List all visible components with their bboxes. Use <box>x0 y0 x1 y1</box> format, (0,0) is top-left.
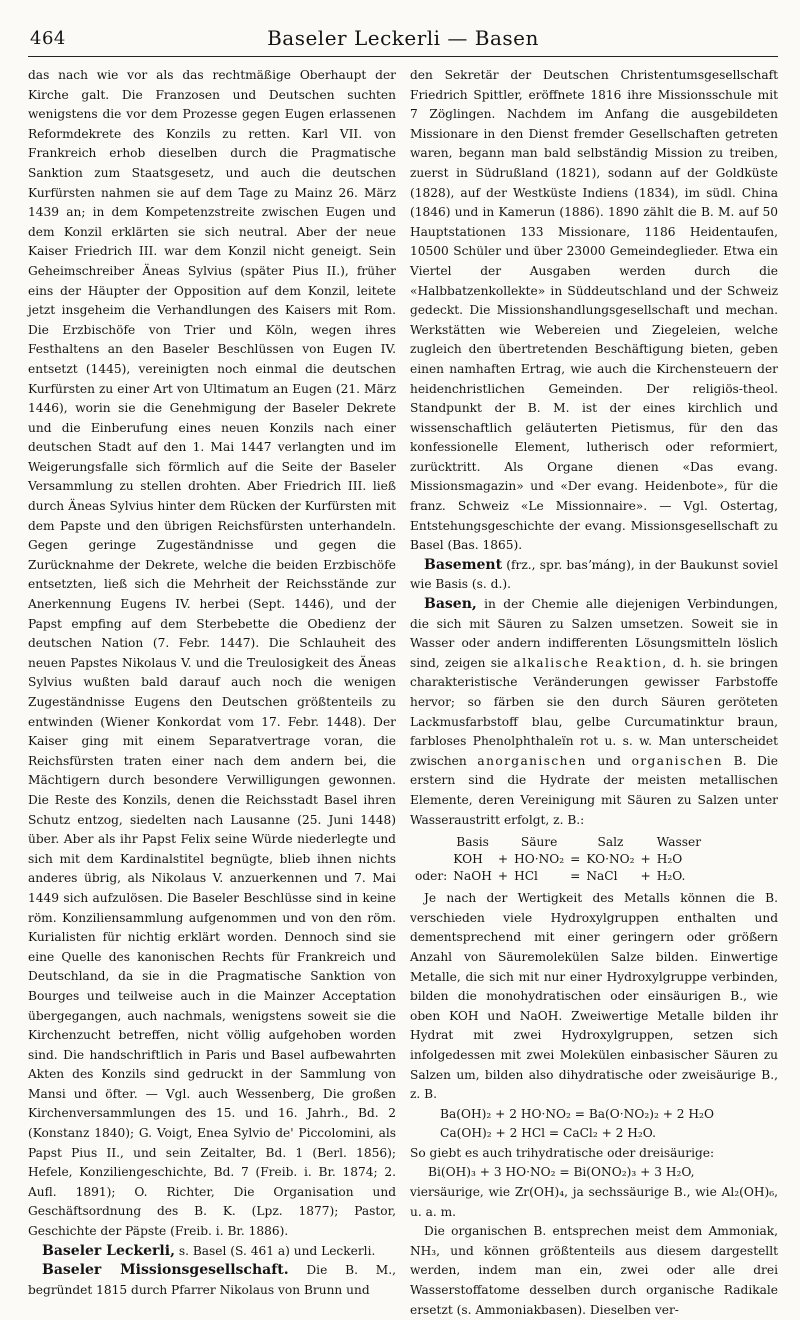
page-header <box>28 26 778 57</box>
formula-cell: oder: <box>415 869 448 884</box>
article-text-continued: das nach wie vor als das rechtmäßige Oberhaupt der Kirche galt. Die Franzosen und Deutschen suchten wenigstens die vor dem Prozesse gegen Eugen erlassenen Reformdekrete des Konzils zu retten. Karl VII. von Frankreich erhob dieselben durch die Pragmatische Sanktion zum Staatsgesetz, und auch die deutschen Kurfürsten nahmen sie auf dem Tage zu Mainz 26. März 1439 an; in dem Kompetenzstreite zwischen Eugen und dem Konzil erklärten sie sich neutral. Aber der neue Kaiser Friedrich III. war dem Konzil nicht geneigt. Sein Geheimschreiber Äneas Sylvius (später Pius II.), früher eins der Häupter der Opposition auf dem Konzil, leitete jetzt insgeheim die Verhandlungen des Kaisers mit Rom. Die Erzbischöfe von Trier und Köln, wegen ihres Festhaltens an den Baseler Beschlüssen von Eugen IV. entsetzt (1445), vereinigten noch einmal die deutschen Kurfürsten zu einer Art von Ultimatum an Eugen (21. März 1446), worin sie die Genehmigung der Baseler Dekrete und die Einberufung eines neuen Konzils nach einer deutschen Stadt auf den 1. Mai 1447 verlangten und im Weigerungsfalle sich förmlich auf die Seite der Baseler Versammlung zu stellen drohten. Aber Friedrich III. ließ durch Äneas Sylvius hinter dem Rücken der Kurfürsten mit dem Papste und den übrigen Reichsfürsten unterhandeln. Gegen geringe Zugeständnisse und gegen die Zurücknahme der Dekrete, welche die beiden Erzbischöfe entsetzten, ließ sich die Mehrheit der Reichsstände zur Anerkennung Eugens IV. herbei (Sept. 1446), und der Papst empfing auf dem Sterbebette die Obedienz der deutschen Nation (7. Febr. 1447). Die Schlauheit des neuen Papstes Nikolaus V. und die Treulosigkeit des Äneas Sylvius wußten bald darauf auch noch die wenigen Zugeständnisse Eugens den Deutschen größtenteils zu entwinden (Wiener Konkordat vom 17. Febr. 1448). Der Kaiser ging mit einem Separatvertrage voran, die Reichsfürsten traten einer nach dem andern bei, die Mächtigern durch besondere Verwilligungen gewonnen. Die Reste des Konzils, denen die Reichsstadt Basel ihren Schutz entzog, siedelten nach Lausanne (25. Juni 1448) über. Aber als ihr Papst Felix seine Würde niederlegte und sich mit dem Kardinalstitel begnügte, blieb ihnen nichts anderes übrig, als Nikolaus V. anzuerkennen und 7. Mai 1449 sich aufzulösen. Die Baseler Beschlüsse sind in keine röm. Konziliensammlung aufgenommen und von den röm. Kurialisten für nichtig erklärt worden. Dennoch sind sie eine Quelle des kanonischen Rechts für Frankreich und Deutschland, da sie in die Pragmatische Sanktion von Bourges und teilweise auch in die Mainzer Acceptation übergegangen, auch nachmals, wenigstens soweit sie die Kirchenzucht betreffen, nicht völlig aufgehoben worden sind. Die handschriftlich in Paris und Basel aufbewahrten Akten des Konzils sind gedruckt in der Sammlung von Mansi und öfter. — Vgl. auch Wessenberg, Die großen Kirchenversammlungen des 15. und 16. Jahrh., Bd. 2 (Konstanz 1840); G. Voigt, Enea Sylvio de' Piccolomini, als Papst Pius II., und sein Zeitalter, Bd. 1 (Berl. 1856); Hefele, Konziliengeschichte, Bd. 7 (Freib. i. Br. 1874; 2. Aufl. 1891); O. Richter, Die Organisation und Geschäftsordnung des B. K. (Lpz. 1877); Pastor, Geschichte der Päpste (Freib. i. Br. 1886). <box>28 68 396 1239</box>
formula-header: Wasser <box>656 835 702 850</box>
formula-header: Basis <box>456 835 489 850</box>
formula-cell: HO·NO₂ <box>514 852 565 867</box>
formula-cell: KOH <box>453 852 483 867</box>
article-text-continued: den Sekretär der Deutschen Christentumsgesellschaft Friedrich Spittler, eröffnete 1816 ihre Missionsschule mit 7 Zöglingen. Nachdem im Anfang die ausgebildeten Missionare in den Dienst fremder Gesellschaften getreten waren, begann man bald selbständig Mission zu treiben, zuerst in Südrußland (1821), sodann auf der Goldküste (1828), auf der Westküste Indiens (1834), im südl. China (1846) und in Kamerun (1886). 1890 zählt die B. M. auf 50 Hauptstationen 133 Missionare, 1186 Heidentaufen, 10500 Schüler und über 23000 Gemeindeglieder. Etwa ein Viertel der Ausgaben werden durch die «Halbbatzenkollekte» in Süddeutschland und der Schweiz gedeckt. Die Missionshandlungsgesellschaft und mechan. Werkstätten wie Webereien und Ziegeleien, welche zugleich den übertretenden Beschäftigung bieten, geben einen namhaften Ertrag, wie auch die Kirchensteuern der heidenchristlichen Gemeinden. Der religiös-theol. Standpunkt der B. M. ist der eines kirchlich und wissenschaftlich geläuterten Pietismus, für den das konfessionelle Element, lutherisch oder reformiert, zurücktritt. Als Organe dienen «Das evang. Missionsmagazin» und «Der evang. Heidenbote», für die franz. Schweiz «Le Missionnaire». — Vgl. Ostertag, Entstehungsgeschichte der evang. Missionsgesellschaft zu Basel (Bas. 1865). <box>410 68 778 553</box>
formula-cell: NaCl <box>586 869 618 884</box>
formula-cell: = <box>570 869 581 884</box>
formula-cell: H₂O. <box>656 869 686 884</box>
page-number: 464 <box>30 28 66 49</box>
formula-header: Säure <box>520 835 558 850</box>
running-title: Baseler Leckerli — Basen <box>267 26 539 50</box>
entry-text: (frz., spr. basʼmáng), in der Baukunst soviel wie Basis (s. d.). <box>410 557 778 592</box>
paragraph: Die organischen B. entsprechen meist dem Ammoniak, NH₃, und können größtenteils aus diesem dargestellt werden, indem man ein, zwei oder alle drei Wasserstoffatome desselben durch organische Radikale ersetzt (s. Ammoniakbasen). Dieselben ver- <box>410 1224 778 1317</box>
formula-header: Salz <box>597 835 624 850</box>
entry-text: s. Basel (S. 461 a) und Leckerli. <box>174 1243 376 1258</box>
paragraph: viersäurige, wie Zr(OH)₄, ja sechssäurige B., wie Al₂(OH)₆, u. a. m. <box>410 1185 778 1219</box>
entry-basen <box>410 595 778 830</box>
chemical-equation-table <box>410 834 778 885</box>
left-column <box>28 66 396 1320</box>
entry-text: in der Chemie alle diejenigen Verbindungen, die sich mit Säuren zu Salzen umsetzen. Soweit sie in Wasser oder andern indifferenten Lösungsmitteln löslich sind, zeigen sie <box>410 597 778 670</box>
entry-keyword: Basen, <box>424 596 477 613</box>
entry-baseler-leckerli <box>28 1242 396 1262</box>
formula-cell: + <box>640 869 651 884</box>
formula-cell <box>412 851 450 868</box>
entry-keyword: Baseler Leckerli, <box>42 1242 175 1259</box>
entry-text: Die B. M., begründet 1815 durch Pfarrer Nikolaus von Brunn und <box>28 1263 397 1297</box>
paragraph: So giebt es auch trihydratische oder dreisäurige: <box>410 1145 715 1160</box>
spaced-term: alkalische Reaktion, <box>513 655 668 670</box>
formula-cell: KO·NO₂ <box>586 852 635 867</box>
equation: Ba(OH)₂ + 2 HO·NO₂ = Ba(O·NO₂)₂ + 2 H₂O <box>440 1106 714 1121</box>
right-column <box>410 66 778 1320</box>
entry-keyword: Baseler Missionsgesellschaft. <box>42 1262 289 1279</box>
spaced-term: anorganischen <box>477 753 587 768</box>
entry-text: und <box>586 753 632 768</box>
formula-cell: + <box>497 852 509 867</box>
entry-text: B. Die erstern sind die Hydrate der meisten metallischen Elemente, deren Vereinigung mit Säuren zu Salzen unter Wasseraustritt erfolgt, z. B.: <box>410 753 778 827</box>
paragraph: Je nach der Wertigkeit des Metalls können die B. verschieden viele Hydroxylgruppen enthalten und dementsprechend mit einer geringern oder größern Anzahl von Säuremolekülen Salze bilden. Einwertige Metalle, die sich mit nur einer Hydroxylgruppe verbinden, bilden die monohydratischen oder einsäurigen B., wie oben KOH und NaOH. Zweiwertige Metalle bilden ihr Hydrat mit zwei Hydroxylgruppen, setzen sich infolgedessen mit zwei Molekülen einbasischer Säuren zu Salzen um, bilden also dihydratische oder zweisäurige B., z. B. <box>410 891 778 1102</box>
entry-baseler-missionsgesellschaft <box>28 1261 396 1300</box>
equation: Ca(OH)₂ + 2 HCl = CaCl₂ + 2 H₂O. <box>440 1126 656 1141</box>
entry-keyword: Basement <box>424 556 503 573</box>
formula-cell: + <box>640 852 651 867</box>
formula-cell: NaOH <box>453 869 492 884</box>
two-column-body <box>28 66 778 1320</box>
formula-cell: + <box>497 869 509 884</box>
formula-cell: HCl <box>514 869 538 884</box>
entry-text: d. h. sie bringen charakteristische Veränderungen gewisser Farbstoffe hervor; so färben sie den durch Säuren geröteten Lackmusfarbstoff blau, gelbe Curcumatinktur braun, farbloses Phenolphthaleïn rot u. s. w. Man unterscheidet zwischen <box>410 655 778 768</box>
equation: Bi(OH)₃ + 3 HO·NO₂ = Bi(ONO₂)₃ + 3 H₂O, <box>428 1165 695 1180</box>
formula-cell: = <box>570 852 581 867</box>
entry-basement <box>410 556 778 595</box>
formula-cell: H₂O <box>656 852 683 867</box>
spaced-term: organischen <box>631 753 723 768</box>
